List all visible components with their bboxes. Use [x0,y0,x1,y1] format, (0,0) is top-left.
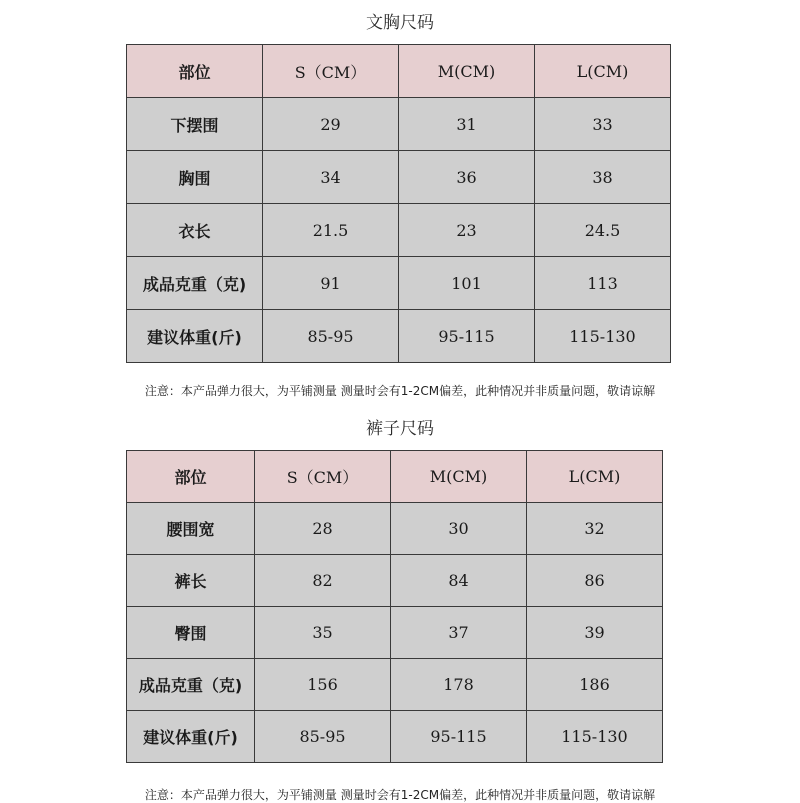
cell-m: 101 [399,257,535,310]
cell-l: 24.5 [535,204,671,257]
bra-size-table [126,44,671,363]
row-label: 下摆围 [127,98,263,151]
table-row [127,607,663,659]
row-label: 成品克重（克) [127,659,255,711]
table-row [127,503,663,555]
cell-m: 23 [399,204,535,257]
row-label: 建议体重(斤) [127,310,263,363]
cell-l: 113 [535,257,671,310]
row-label: 建议体重(斤) [127,711,255,763]
table-header-row [127,45,671,98]
table-row [127,257,671,310]
header-cell-part: 部位 [127,451,255,503]
cell-m: 95-115 [399,310,535,363]
cell-l: 32 [527,503,663,555]
cell-m: 36 [399,151,535,204]
cell-s: 35 [255,607,391,659]
cell-m: 84 [391,555,527,607]
cell-m: 178 [391,659,527,711]
cell-l: 33 [535,98,671,151]
cell-s: 28 [255,503,391,555]
table-row [127,555,663,607]
cell-l: 186 [527,659,663,711]
table-row [127,204,671,257]
cell-m: 31 [399,98,535,151]
cell-s: 85-95 [263,310,399,363]
header-cell-s: S（CM） [263,45,399,98]
cell-l: 115-130 [527,711,663,763]
row-label: 衣长 [127,204,263,257]
bra-measurement-note: 注意：本产品弹力很大，为平铺测量 测量时会有1-2CM偏差，此种情况并非质量问题，敬请谅解 [144,384,656,398]
cell-s: 82 [255,555,391,607]
cell-s: 21.5 [263,204,399,257]
cell-m: 95-115 [391,711,527,763]
table-row [127,310,671,363]
cell-m: 30 [391,503,527,555]
row-label: 腰围宽 [127,503,255,555]
cell-m: 37 [391,607,527,659]
pants-size-title: 裤子尺码 [366,419,434,439]
header-cell-m: M(CM) [399,45,535,98]
table-row [127,659,663,711]
header-cell-s: S（CM） [255,451,391,503]
table-row [127,711,663,763]
header-cell-l: L(CM) [535,45,671,98]
table-row [127,151,671,204]
row-label: 臀围 [127,607,255,659]
cell-s: 91 [263,257,399,310]
header-cell-l: L(CM) [527,451,663,503]
row-label: 成品克重（克) [127,257,263,310]
cell-s: 85-95 [255,711,391,763]
bra-size-title: 文胸尺码 [366,13,434,33]
header-cell-m: M(CM) [391,451,527,503]
table-header-row [127,451,663,503]
header-cell-part: 部位 [127,45,263,98]
row-label: 裤长 [127,555,255,607]
table-row [127,98,671,151]
cell-s: 34 [263,151,399,204]
pants-measurement-note: 注意：本产品弹力很大，为平铺测量 测量时会有1-2CM偏差，此种情况并非质量问题，敬请谅解 [144,788,656,802]
cell-l: 115-130 [535,310,671,363]
cell-l: 86 [527,555,663,607]
row-label: 胸围 [127,151,263,204]
cell-l: 39 [527,607,663,659]
cell-l: 38 [535,151,671,204]
pants-size-table [126,450,663,763]
cell-s: 156 [255,659,391,711]
cell-s: 29 [263,98,399,151]
